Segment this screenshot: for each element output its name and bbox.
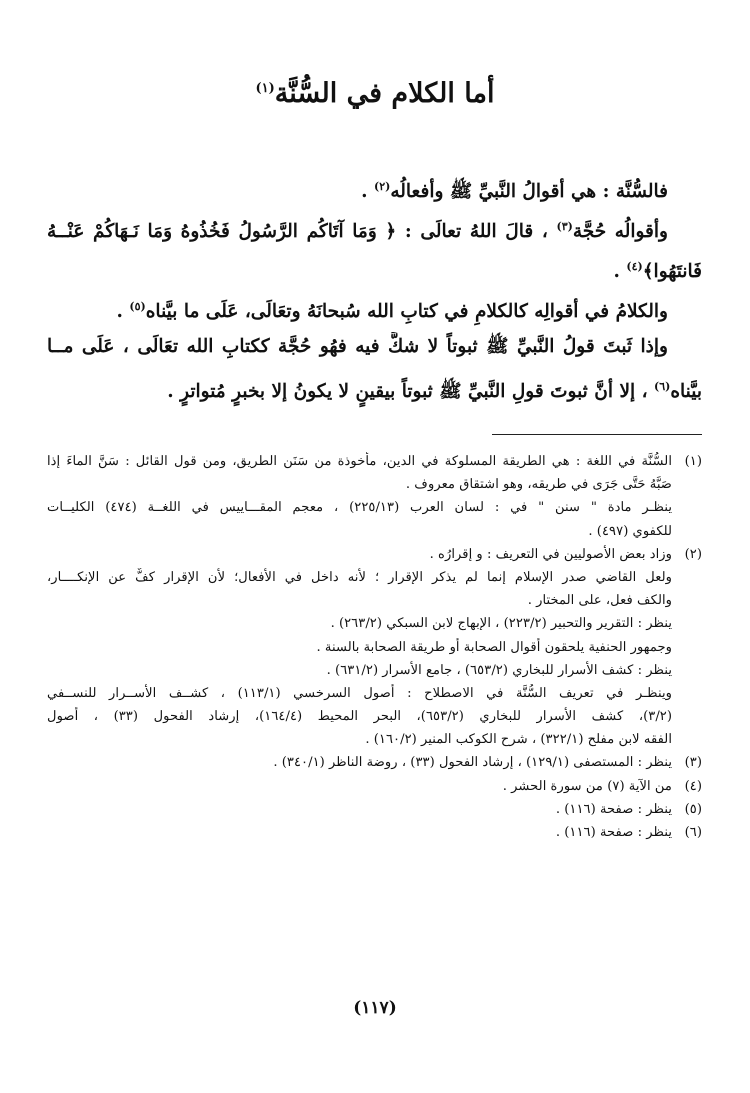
footnote-number: (٦) (684, 825, 702, 840)
text-run: . (613, 261, 627, 283)
footnote-text: وجمهور الحنفية يلحقون أقوال الصحابة أو طريقة الصحابة بالسنة . (316, 639, 672, 655)
footnote-line (47, 568, 702, 591)
footnote-text: ينظر : المستصفى (١٢٩/١) ، إرشاد الفحول (٣٣) ، روضة الناظر (٣٤٠/١) . (273, 755, 672, 771)
footnote-text: ينظر : صفحة (١١٦) . (555, 825, 672, 840)
text-run: وإذا ثَبتَ قولُ النَّبيِّ ﷺ ثبوتاً لا شكَّ فيه فهُو حُجَّة ككتابِ الله تعَالَى ، عَلَى مــا (47, 336, 668, 357)
footnote-separator (492, 434, 702, 435)
paragraph-line (47, 172, 702, 212)
footnote-line (47, 475, 702, 498)
footnote-ref: (٣) (556, 220, 573, 233)
footnote-line (47, 661, 702, 684)
footnote-line (47, 707, 702, 730)
footnote-text: الفقه لابن مفلح (٣٢٢/١) ، شرح الكوكب المنير (١٦٠/٢) . (365, 732, 672, 748)
footnote-text: ينظر : التقرير والتحبير (٢٢٣/٢) ، الإبهاج لابن السبكي (٢٦٣/٢) . (330, 616, 672, 632)
footnote-ref: (٦) (653, 380, 671, 393)
footnotes (47, 452, 702, 846)
text-run: . (361, 181, 374, 203)
footnote-text: ينظـر مادة " سنن " في : لسان العرب (٢٢٥/١٣) ، معجم المقـــاييس في اللغــة (٤٧٤) الكليــات (47, 500, 672, 516)
footnote-text: ولعل القاضي صدر الإسلام إنما لم يذكر الإقرار ؛ لأنه داخل في الأفعال؛ لأن الإقرار كفٌّ عن الإنكــــار، (47, 569, 672, 585)
footnote-text: من الآية (٧) من سورة الحشر . (502, 778, 672, 794)
footnote-line (47, 730, 702, 753)
text-run: والكلامُ في أقوالِه كالكلامِ في كتابِ الله سُبحانَهُ وتعَالَى، عَلَى ما بيَّناه (145, 301, 668, 323)
footnote-line (47, 753, 702, 776)
footnote-line (47, 498, 702, 521)
footnote-number: (١) (684, 454, 702, 469)
footnote-line (47, 591, 702, 614)
footnote-ref: (٢) (374, 180, 391, 193)
main-text (47, 172, 702, 412)
footnote-text: ينظر : كشف الأسرار للبخاري (٦٥٣/٢) ، جامع الأسرار (٦٣١/٢) . (326, 662, 672, 678)
text-run: فَانتَهُوا﴾ (642, 261, 702, 283)
footnote-line (47, 777, 702, 800)
footnote-text: السُّنَّة في اللغة : هي الطريقة المسلوكة في الدين، مأخوذة من سَنَن الطريق، ومن قول القائل : سَنَّ الماءَ إذا (47, 454, 672, 469)
paragraph-line (47, 332, 702, 372)
text-run: . (116, 301, 130, 323)
text-run: ، إلا أنَّ ثبوتَ قولِ النَّبيِّ ﷺ ثبوتاً بيقينٍ لا يكونُ إلا بخبرٍ مُتواترٍ . (167, 381, 654, 403)
paragraph-line (47, 372, 702, 412)
text-run: وأقوالُه حُجَّة (572, 221, 668, 243)
paragraph-line (47, 292, 702, 332)
title-footnote-ref: (١) (255, 81, 275, 96)
footnote-line (47, 452, 702, 475)
text-run: بيَّناه (670, 381, 702, 403)
footnote-text: (٣/٢)، كشف الأسرار للبخاري (٦٥٣/٢)، البحر المحيط (١٦٤/٤)، إرشاد الفحول (٣٣) ، أصول (47, 709, 672, 725)
footnote-number: (٤) (684, 778, 702, 794)
footnote-text: وينظـر في تعريف السُّنَّة في الاصطلاح : أصول السرخسي (١١٣/١) ، كشــف الأســرار للنســفي (47, 685, 672, 701)
footnote-line (47, 823, 702, 846)
footnote-text: للكفوي (٤٩٧) . (588, 523, 672, 539)
footnote-line (47, 545, 702, 568)
footnote-text: ينظر : صفحة (١١٦) . (555, 801, 672, 817)
text-run: فالسُّنَّة : هي أقوالُ النَّبيِّ ﷺ وأفعالُه (390, 181, 668, 203)
footnote-line (47, 800, 702, 823)
footnote-number: (٥) (684, 801, 702, 817)
paragraph-line (47, 252, 702, 292)
footnote-line (47, 522, 702, 545)
page-number: (١١٧) (353, 998, 397, 1018)
footnote-text: والكف فعل، على المختار . (527, 593, 672, 609)
footnote-line (47, 684, 702, 707)
section-title-text: أما الكلام في السُّنَّة (274, 78, 495, 109)
text-run: ، قالَ اللهُ تعالَى : ﴿ وَمَا آتَاكُم الرَّسُولُ فَخُذُوهُ وَمَا نَـهَاكُمْ عَنْــهُ (47, 221, 557, 243)
footnote-line (47, 638, 702, 661)
footnote-text: وزاد بعض الأصوليين في التعريف : و إقرارُه . (429, 546, 672, 562)
footnote-text: صَبَّهُ حَتَّى جَرَى في طريقه، وهو اشتقاق معروف . (405, 477, 672, 493)
footnote-line (47, 614, 702, 637)
footnote-number: (٣) (684, 755, 702, 771)
section-title (0, 78, 750, 109)
footnote-number: (٢) (684, 546, 702, 562)
footnote-ref: (٥) (129, 300, 146, 313)
paragraph-line (47, 212, 702, 252)
footnote-ref: (٤) (626, 260, 643, 273)
